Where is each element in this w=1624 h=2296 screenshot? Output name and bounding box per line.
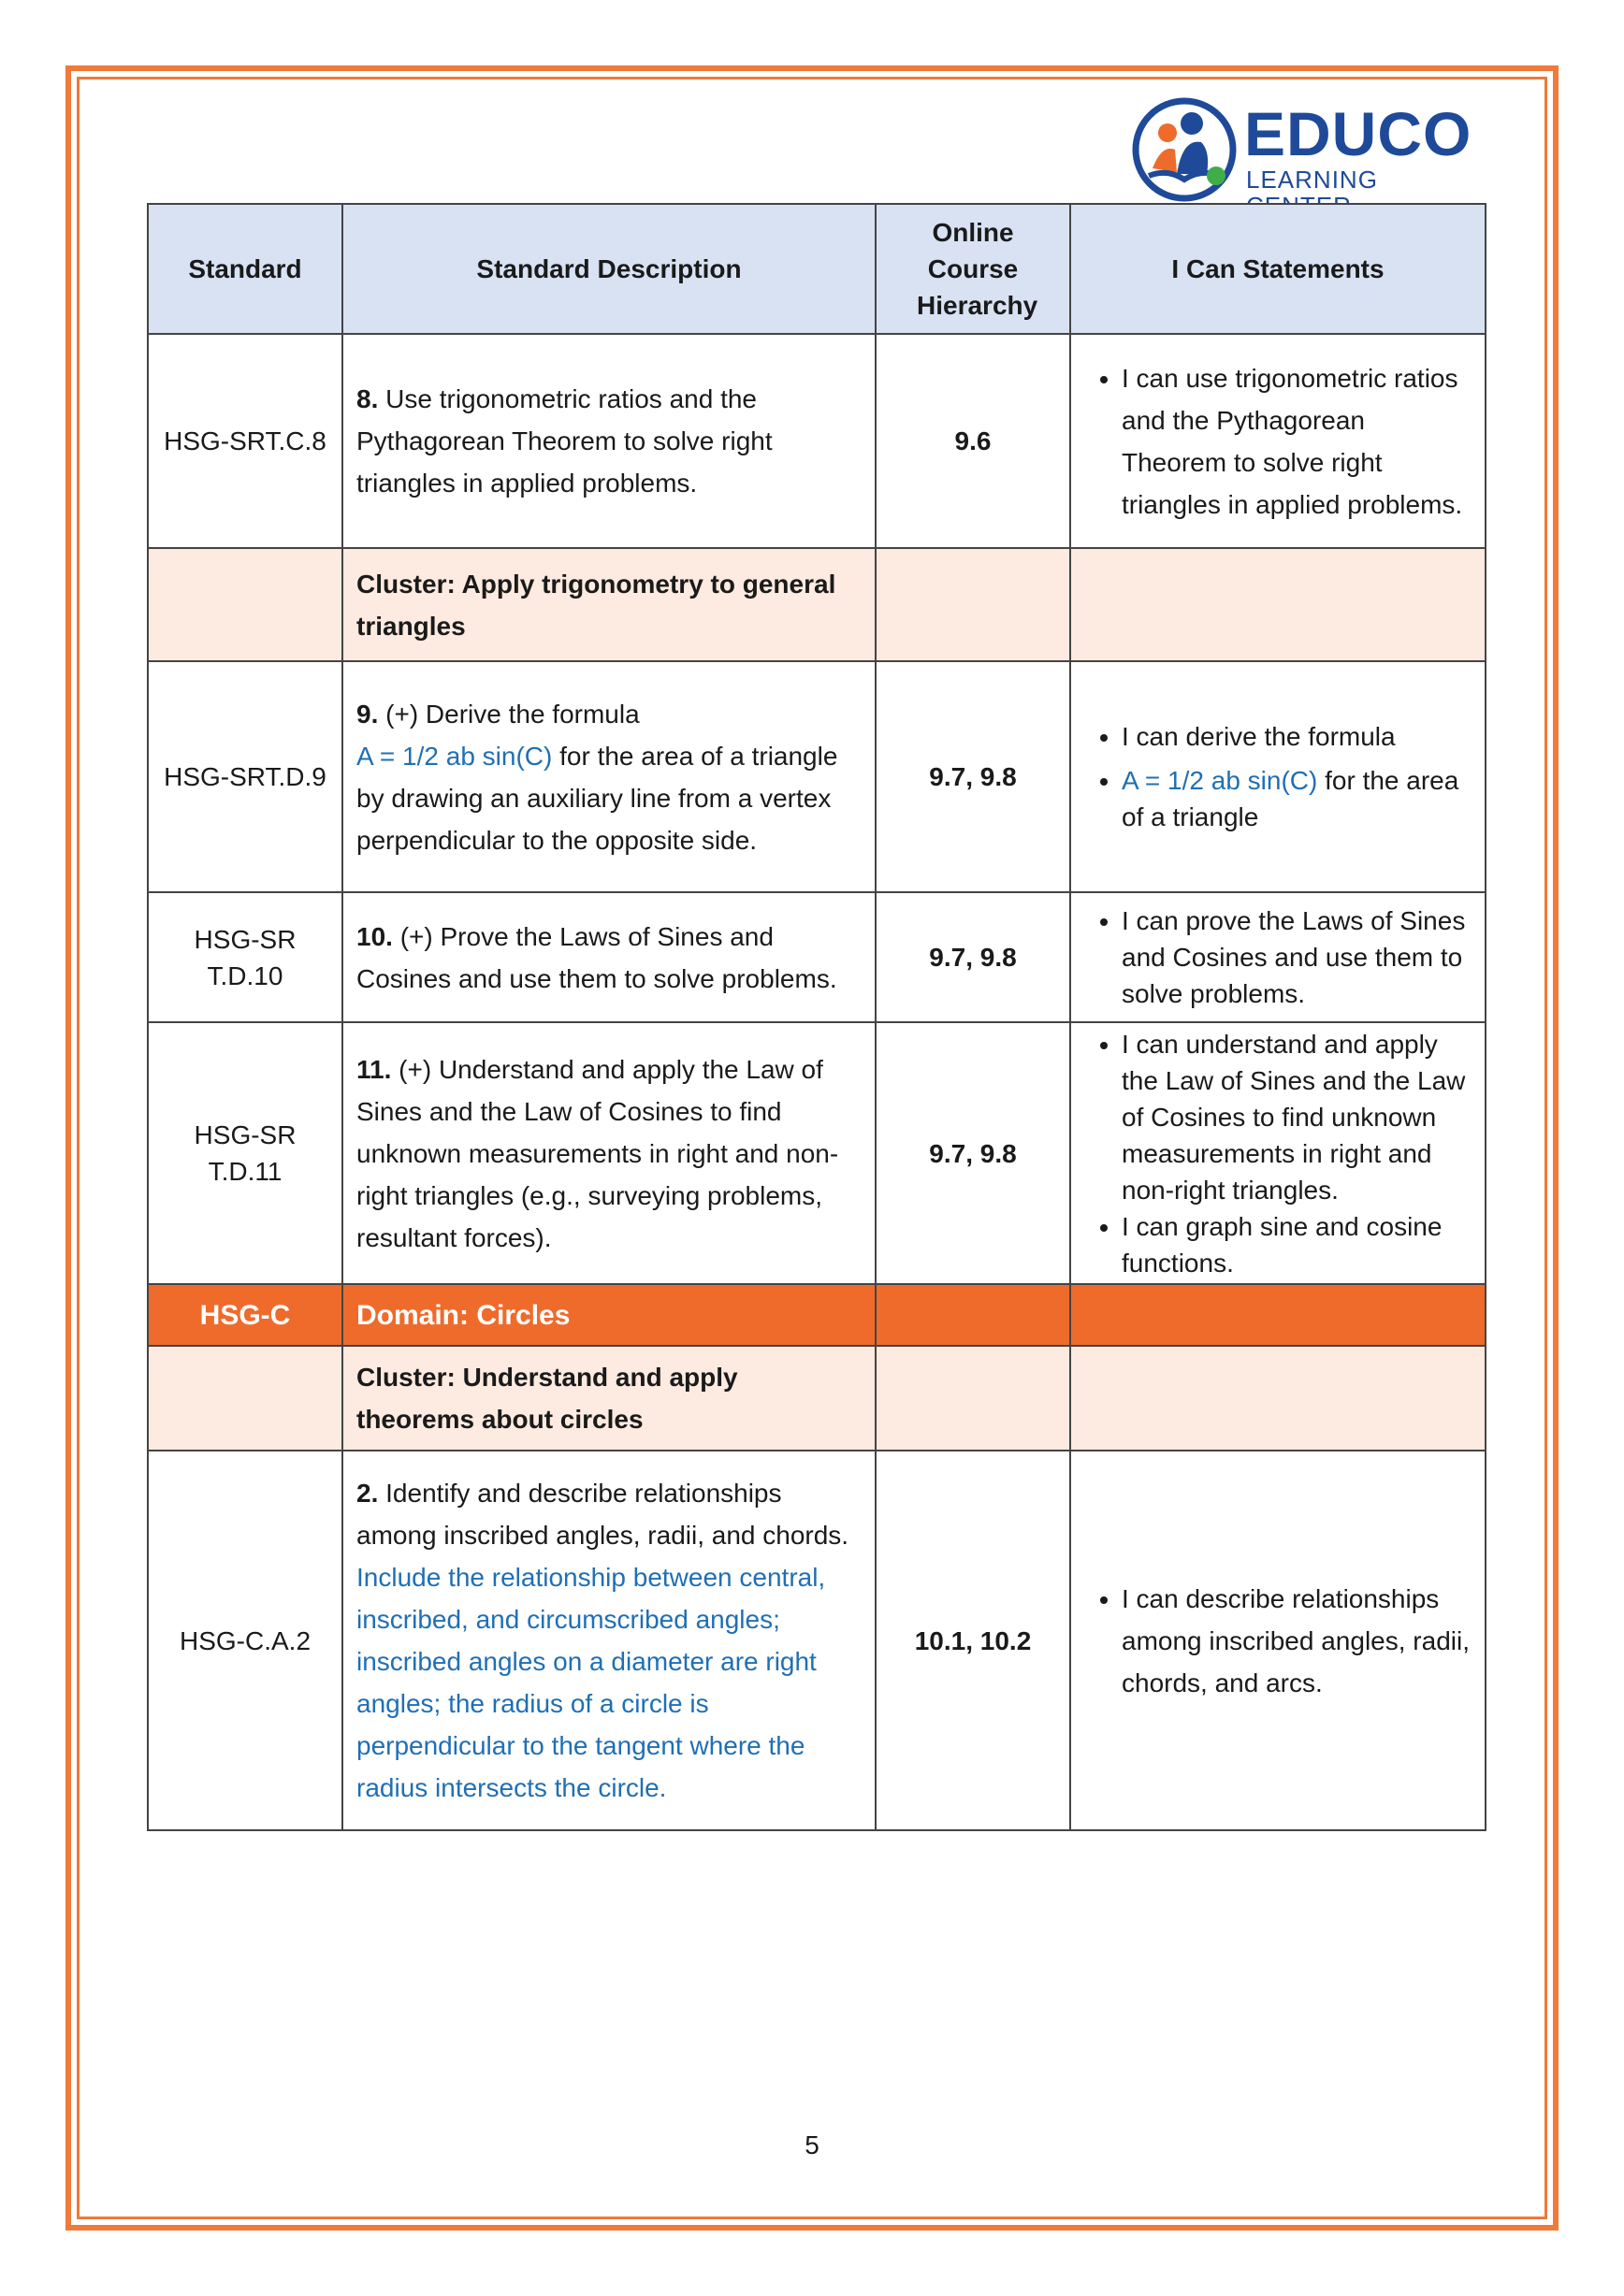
formula-text: A = 1/2 ab sin(C) bbox=[1122, 766, 1318, 795]
domain-row bbox=[148, 1284, 1486, 1346]
standard-code bbox=[148, 1022, 342, 1284]
course-hierarchy: 9.6 bbox=[876, 334, 1070, 548]
domain-empty-cell bbox=[1070, 1284, 1486, 1346]
cluster-row bbox=[148, 1346, 1486, 1451]
ican-item: • I can prove the Laws of Sines and Cosines and use them to solve problems. bbox=[1122, 903, 1472, 1012]
logo-wordmark: EDUCO bbox=[1244, 99, 1472, 168]
cluster-title: Cluster: Understand and apply theorems about circles bbox=[342, 1346, 876, 1451]
domain-empty-cell bbox=[876, 1284, 1070, 1346]
course-hierarchy: 9.7, 9.8 bbox=[876, 1022, 1070, 1284]
ican-list bbox=[1084, 357, 1472, 526]
ican-cell bbox=[1070, 892, 1486, 1022]
domain-title: Domain: Circles bbox=[342, 1284, 876, 1346]
standard-code-text: HSG-SRT.D.10 bbox=[194, 924, 297, 990]
header-standard: Standard bbox=[148, 204, 342, 334]
domain-code: HSG-C bbox=[148, 1284, 342, 1346]
ican-item: • I can derive the formula bbox=[1122, 718, 1472, 755]
ican-item-text: for the area of a triangle bbox=[1122, 766, 1459, 831]
cluster-empty-cell bbox=[876, 548, 1070, 661]
course-hierarchy: 9.7, 9.8 bbox=[876, 661, 1070, 892]
cluster-empty-cell bbox=[148, 548, 342, 661]
standard-code: HSG-SRT.C.8 bbox=[148, 334, 342, 548]
standard-number: 8. bbox=[356, 384, 379, 413]
standard-number: 9. bbox=[356, 699, 379, 729]
header-ican: I Can Statements bbox=[1070, 204, 1486, 334]
description-text: (+) Prove the Laws of Sines and Cosines and use them to solve problems. bbox=[356, 921, 837, 993]
standard-number: 2. bbox=[356, 1479, 379, 1508]
course-hierarchy: 10.1, 10.2 bbox=[876, 1451, 1070, 1830]
table-row bbox=[148, 334, 1486, 548]
standard-description bbox=[342, 334, 876, 548]
course-hierarchy: 9.7, 9.8 bbox=[876, 892, 1070, 1022]
standard-code: HSG-C.A.2 bbox=[148, 1451, 342, 1830]
page-number: 5 bbox=[805, 2130, 819, 2159]
description-text: (+) Understand and apply the Law of Sines and the Law of Cosines to find unknown measurements in right and non-right triangles (e.g., surveying problems, resultant forces). bbox=[356, 1054, 839, 1252]
educo-logo bbox=[1130, 95, 1486, 206]
cluster-empty-cell bbox=[1070, 548, 1486, 661]
standard-code: HSG-SRT.D.9 bbox=[148, 661, 342, 892]
cluster-title: Cluster: Apply trigonometry to general triangles bbox=[342, 548, 876, 661]
standard-code bbox=[148, 892, 342, 1022]
standard-description bbox=[342, 892, 876, 1022]
standards-table bbox=[147, 203, 1486, 1831]
ican-item: • I can describe relationships among inscribed angles, radii, chords, and arcs. bbox=[1122, 1578, 1472, 1704]
header-hierarchy bbox=[876, 204, 1070, 334]
ican-item: • I can use trigonometric ratios and the Pythagorean Theorem to solve right triangles in applied problems. bbox=[1122, 357, 1472, 526]
description-text: Use trigonometric ratios and the Pythagorean Theorem to solve right triangles in applied problems. bbox=[356, 384, 773, 498]
ican-item bbox=[1122, 762, 1472, 835]
formula-text: A = 1/2 ab sin(C) bbox=[356, 741, 553, 771]
table-row bbox=[148, 1022, 1486, 1284]
ican-cell bbox=[1070, 661, 1486, 892]
standard-number: 10. bbox=[356, 921, 393, 951]
standard-code-text: HSG-SRT.D.11 bbox=[194, 1120, 297, 1186]
standard-number: 11. bbox=[356, 1054, 392, 1084]
ican-cell bbox=[1070, 334, 1486, 548]
header-description: Standard Description bbox=[342, 204, 876, 334]
cluster-empty-cell bbox=[148, 1346, 342, 1451]
ican-list bbox=[1084, 1578, 1472, 1704]
cluster-empty-cell bbox=[876, 1346, 1070, 1451]
description-text: (+) Derive the formula bbox=[378, 699, 640, 729]
ican-list bbox=[1084, 718, 1472, 835]
cluster-empty-cell bbox=[1070, 1346, 1486, 1451]
standard-description bbox=[342, 1451, 876, 1830]
description-text: Identify and describe relationships among inscribed angles, radii, and chords. bbox=[356, 1479, 849, 1550]
table-row bbox=[148, 1451, 1486, 1830]
table-row bbox=[148, 892, 1486, 1022]
table-header-row bbox=[148, 204, 1486, 334]
table-row bbox=[148, 661, 1486, 892]
description-text: for the area of a triangle by drawing an auxiliary line from a vertex perpendicular to the opposite side. bbox=[356, 741, 838, 855]
ican-item: • I can understand and apply the Law of Sines and the Law of Cosines to find unknown measurements in right and non-right triangles. bbox=[1122, 1026, 1472, 1208]
ican-cell bbox=[1070, 1022, 1486, 1284]
standard-description bbox=[342, 661, 876, 892]
ican-list bbox=[1084, 1026, 1472, 1281]
ican-list bbox=[1084, 903, 1472, 1012]
educo-logo-icon bbox=[1130, 95, 1240, 206]
ican-item: • I can graph sine and cosine functions. bbox=[1122, 1208, 1472, 1281]
logo-subtitle: LEARNING bbox=[1246, 166, 1378, 194]
description-blue-text: Include the relationship between central, inscribed, and circumscribed angles; inscribed angles on a diameter are right angles; the radius of a circle is perpendicular to the tangent where the radius intersects the circle. bbox=[356, 1563, 826, 1802]
header-hierarchy-label: Online Course Hierarchy bbox=[917, 218, 1038, 320]
ican-cell bbox=[1070, 1451, 1486, 1830]
standard-description bbox=[342, 1022, 876, 1284]
cluster-row bbox=[148, 548, 1486, 661]
